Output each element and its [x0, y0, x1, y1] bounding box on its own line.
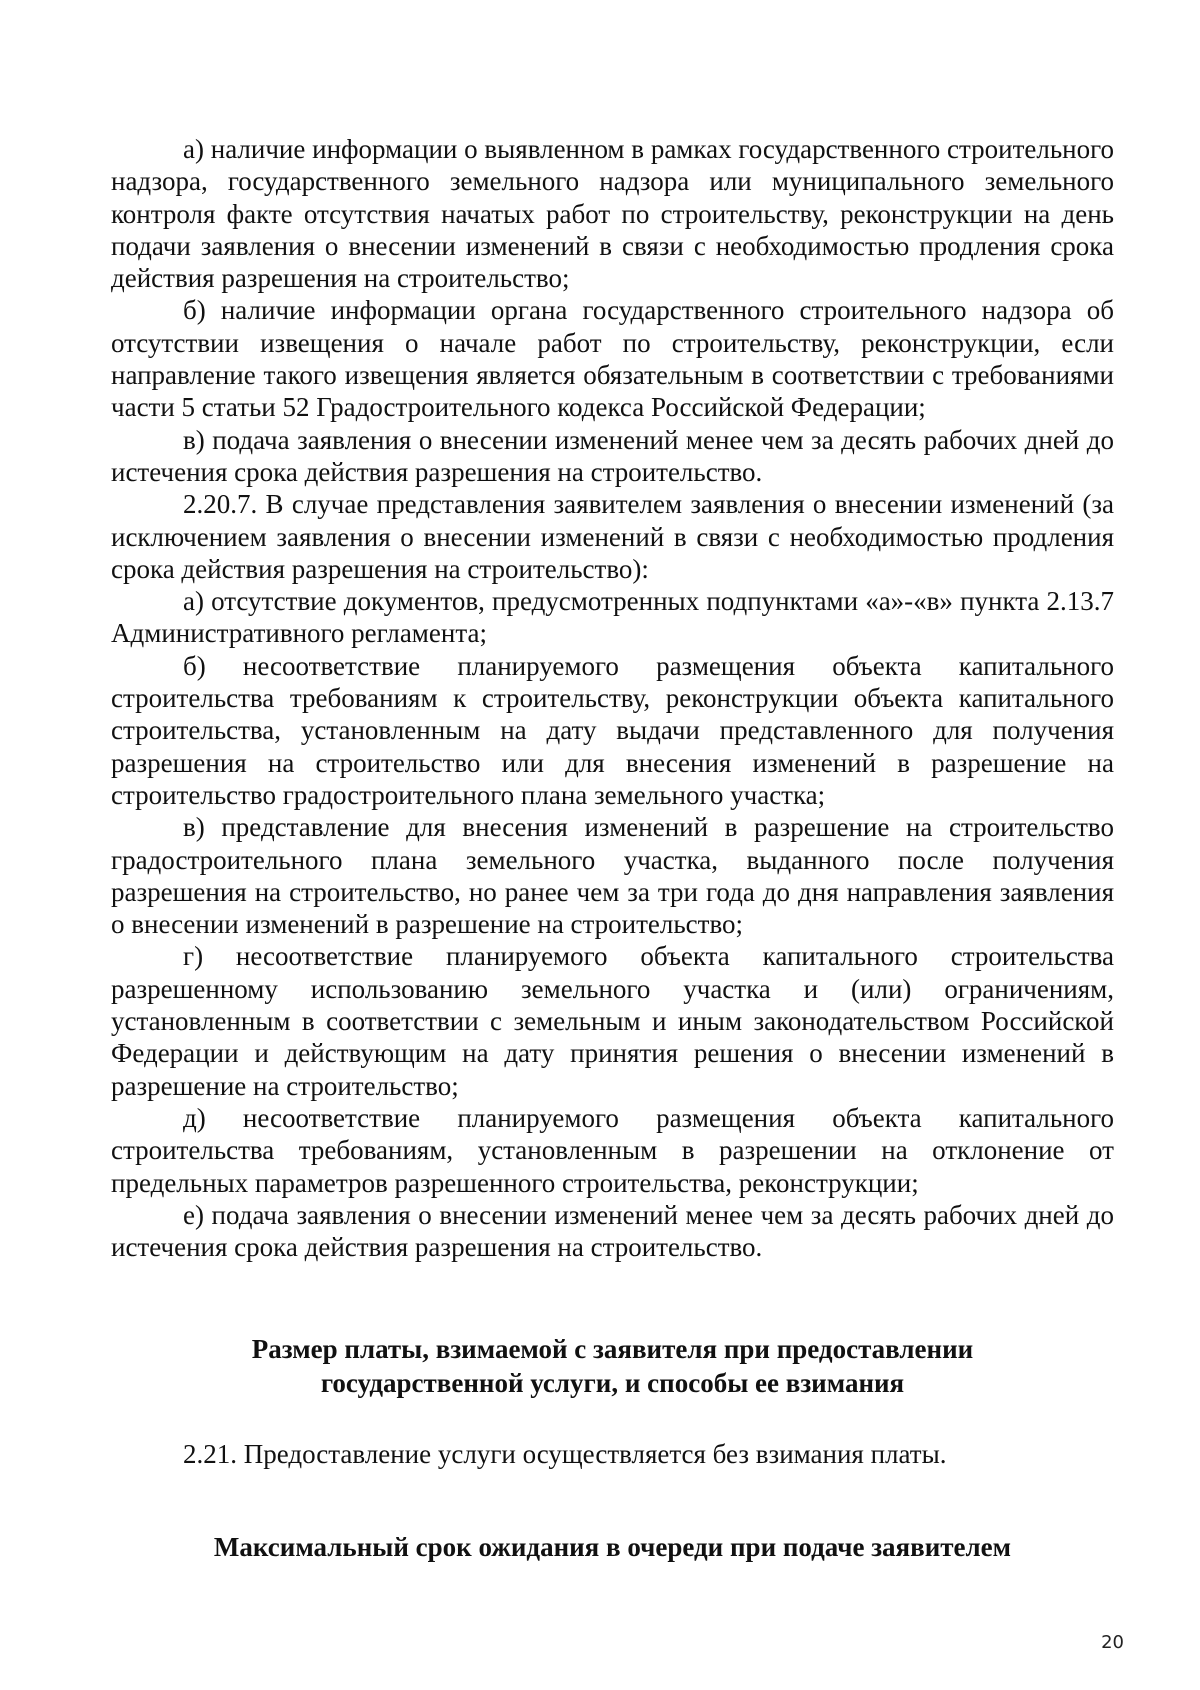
section-heading-fee-line2: государственной услуги, и способы ее взимания — [320, 1368, 905, 1398]
body-text — [111, 133, 1114, 1263]
section-heading-queue: Максимальный срок ожидания в очереди при подаче заявителем — [213, 1532, 1012, 1562]
paragraph-a-missing-documents: а) отсутствие документов, предусмотренных подпунктами «а»-«в» пункта 2.13.7 Административного регламента; — [111, 586, 1114, 649]
paragraph-g-land-use: г) несоответствие планируемого объекта капитального строительства разрешенному использованию земельного участка и (или) ограничениям, установленным в соответствии с земельным и иным законодательством Российской Федерации и действующим на дату принятия решения о внесении изменений в разрешение на строительство; — [111, 941, 1114, 1101]
paragraph-e-late-application: е) подача заявления о внесении изменений менее чем за десять рабочих дней до истечения срока действия разрешения на строительство. — [111, 1199, 1114, 1263]
section-heading-fee-line1: Размер платы, взимаемой с заявителя при предоставлении — [251, 1334, 974, 1364]
paragraph-v-late-application: в) подача заявления о внесении изменений менее чем за десять рабочих дней до истечения срока действия разрешения на строительство. — [111, 424, 1114, 487]
paragraph-v-urban-plan: в) представление для внесения изменений в разрешение на строительство градостроительного плана земельного участка, выданного после получения разрешения на строительство, но ранее чем за три года до дня направления заявления о внесении изменений в разрешение на строительство; — [111, 812, 1114, 940]
paragraph-b-notice-absence: б) наличие информации органа государственного строительного надзора об отсутствии извещения о начале работ по строительству, реконструкции, если направление такого извещения является обязательным в соответствии с требованиями части 5 статьи 52 Градостроительного кодекса Российской Федерации; — [111, 295, 1114, 423]
page-number: 20 — [1101, 1632, 1124, 1653]
paragraph-d-deviation-permit: д) несоответствие планируемого размещения объекта капитального строительства требованиям, установленным в разрешении на отклонение от предельных параметров разрешенного строительства, реконструкции; — [111, 1102, 1114, 1198]
paragraph-2-21: 2.21. Предоставление услуги осуществляется без взимания платы. — [183, 1439, 947, 1469]
paragraph-2-20-7: 2.20.7. В случае представления заявителем заявления о внесении изменений (за исключением заявления о внесении изменений в связи с необходимостью продления срока действия разрешения на строительство): — [111, 489, 1114, 584]
paragraph-a-construction-supervision: а) наличие информации о выявленном в рамках государственного строительного надзора, государственного земельного надзора или муниципального земельного контроля факте отсутствия начатых работ по строительству, реконструкции на день подачи заявления о внесении изменений в связи с необходимостью продления срока действия разрешения на строительство; — [111, 134, 1114, 294]
section-heading-fee — [111, 1332, 1114, 1400]
paragraph-b-noncompliance-placement: б) несоответствие планируемого размещения объекта капитального строительства требованиям к строительству, реконструкции объекта капитального строительства, установленным на дату выдачи представленного для получения разрешения на строительство или для внесения изменений в разрешение на строительство градостроительного плана земельного участка; — [111, 650, 1114, 810]
